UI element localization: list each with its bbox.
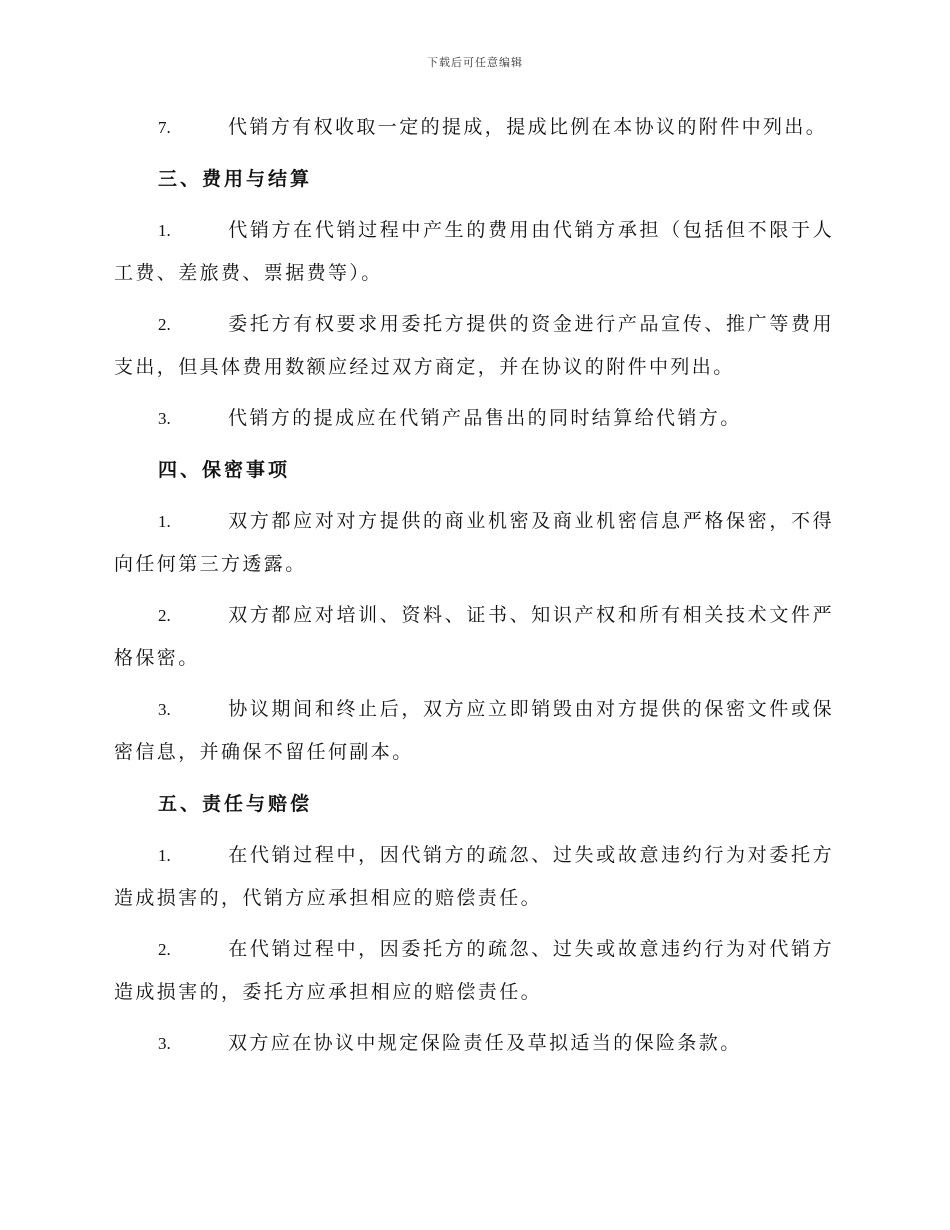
- clause-text: 代销方有权收取一定的提成，提成比例在本协议的附件中列出。: [228, 116, 828, 138]
- clause-number: 1.: [158, 512, 171, 531]
- clause-number: 7.: [158, 118, 171, 137]
- clause-text: 代销方的提成应在代销产品售出的同时结算给代销方。: [228, 407, 742, 429]
- clause-text: 在代销过程中，因代销方的疏忽、过失或故意违约行为对委托方造成损害的，代销方应承担相应的赔偿责任。: [114, 844, 834, 909]
- clause-text: 协议期间和终止后，双方应立即销毁由对方提供的保密文件或保密信息，并确保不留任何副本。: [114, 698, 834, 763]
- page-header: 下载后可任意编辑: [427, 56, 523, 69]
- clause-text: 双方都应对培训、资料、证书、知识产权和所有相关技术文件严格保密。: [114, 604, 834, 669]
- clause-item: [114, 594, 834, 679]
- clause-item: [114, 1022, 834, 1065]
- clause-item: [114, 834, 834, 919]
- clause-text: 委托方有权要求用委托方提供的资金进行产品宣传、推广等费用支出，但具体费用数额应经过双方商定，并在协议的附件中列出。: [114, 313, 834, 378]
- clause-number: 1.: [158, 846, 171, 865]
- clause-item: [114, 397, 834, 440]
- clause-item: [114, 209, 834, 294]
- clause-item: [114, 303, 834, 388]
- clause-item: [114, 500, 834, 585]
- clause-text: 双方都应对对方提供的商业机密及商业机密信息严格保密，不得向任何第三方透露。: [114, 510, 834, 575]
- clause-number: 3.: [158, 700, 171, 719]
- clause-number: 3.: [158, 409, 171, 428]
- clause-number: 3.: [158, 1034, 171, 1053]
- clause-number: 1.: [158, 221, 171, 240]
- clause-number: 2.: [158, 940, 171, 959]
- clause-item: [114, 106, 834, 149]
- clause-number: 2.: [158, 315, 171, 334]
- clause-item: [114, 928, 834, 1013]
- section-heading: 四、保密事项: [158, 459, 291, 481]
- clause-text: 在代销过程中，因委托方的疏忽、过失或故意违约行为对代销方造成损害的，委托方应承担相应的赔偿责任。: [114, 938, 834, 1003]
- section-heading: 三、费用与结算: [158, 168, 313, 190]
- clause-text: 代销方在代销过程中产生的费用由代销方承担（包括但不限于人工费、差旅费、票据费等）。: [114, 219, 834, 284]
- section-heading: 五、责任与赔偿: [158, 793, 313, 815]
- clause-number: 2.: [158, 606, 171, 625]
- clause-item: [114, 688, 834, 773]
- clause-text: 双方应在协议中规定保险责任及草拟适当的保险条款。: [228, 1032, 742, 1054]
